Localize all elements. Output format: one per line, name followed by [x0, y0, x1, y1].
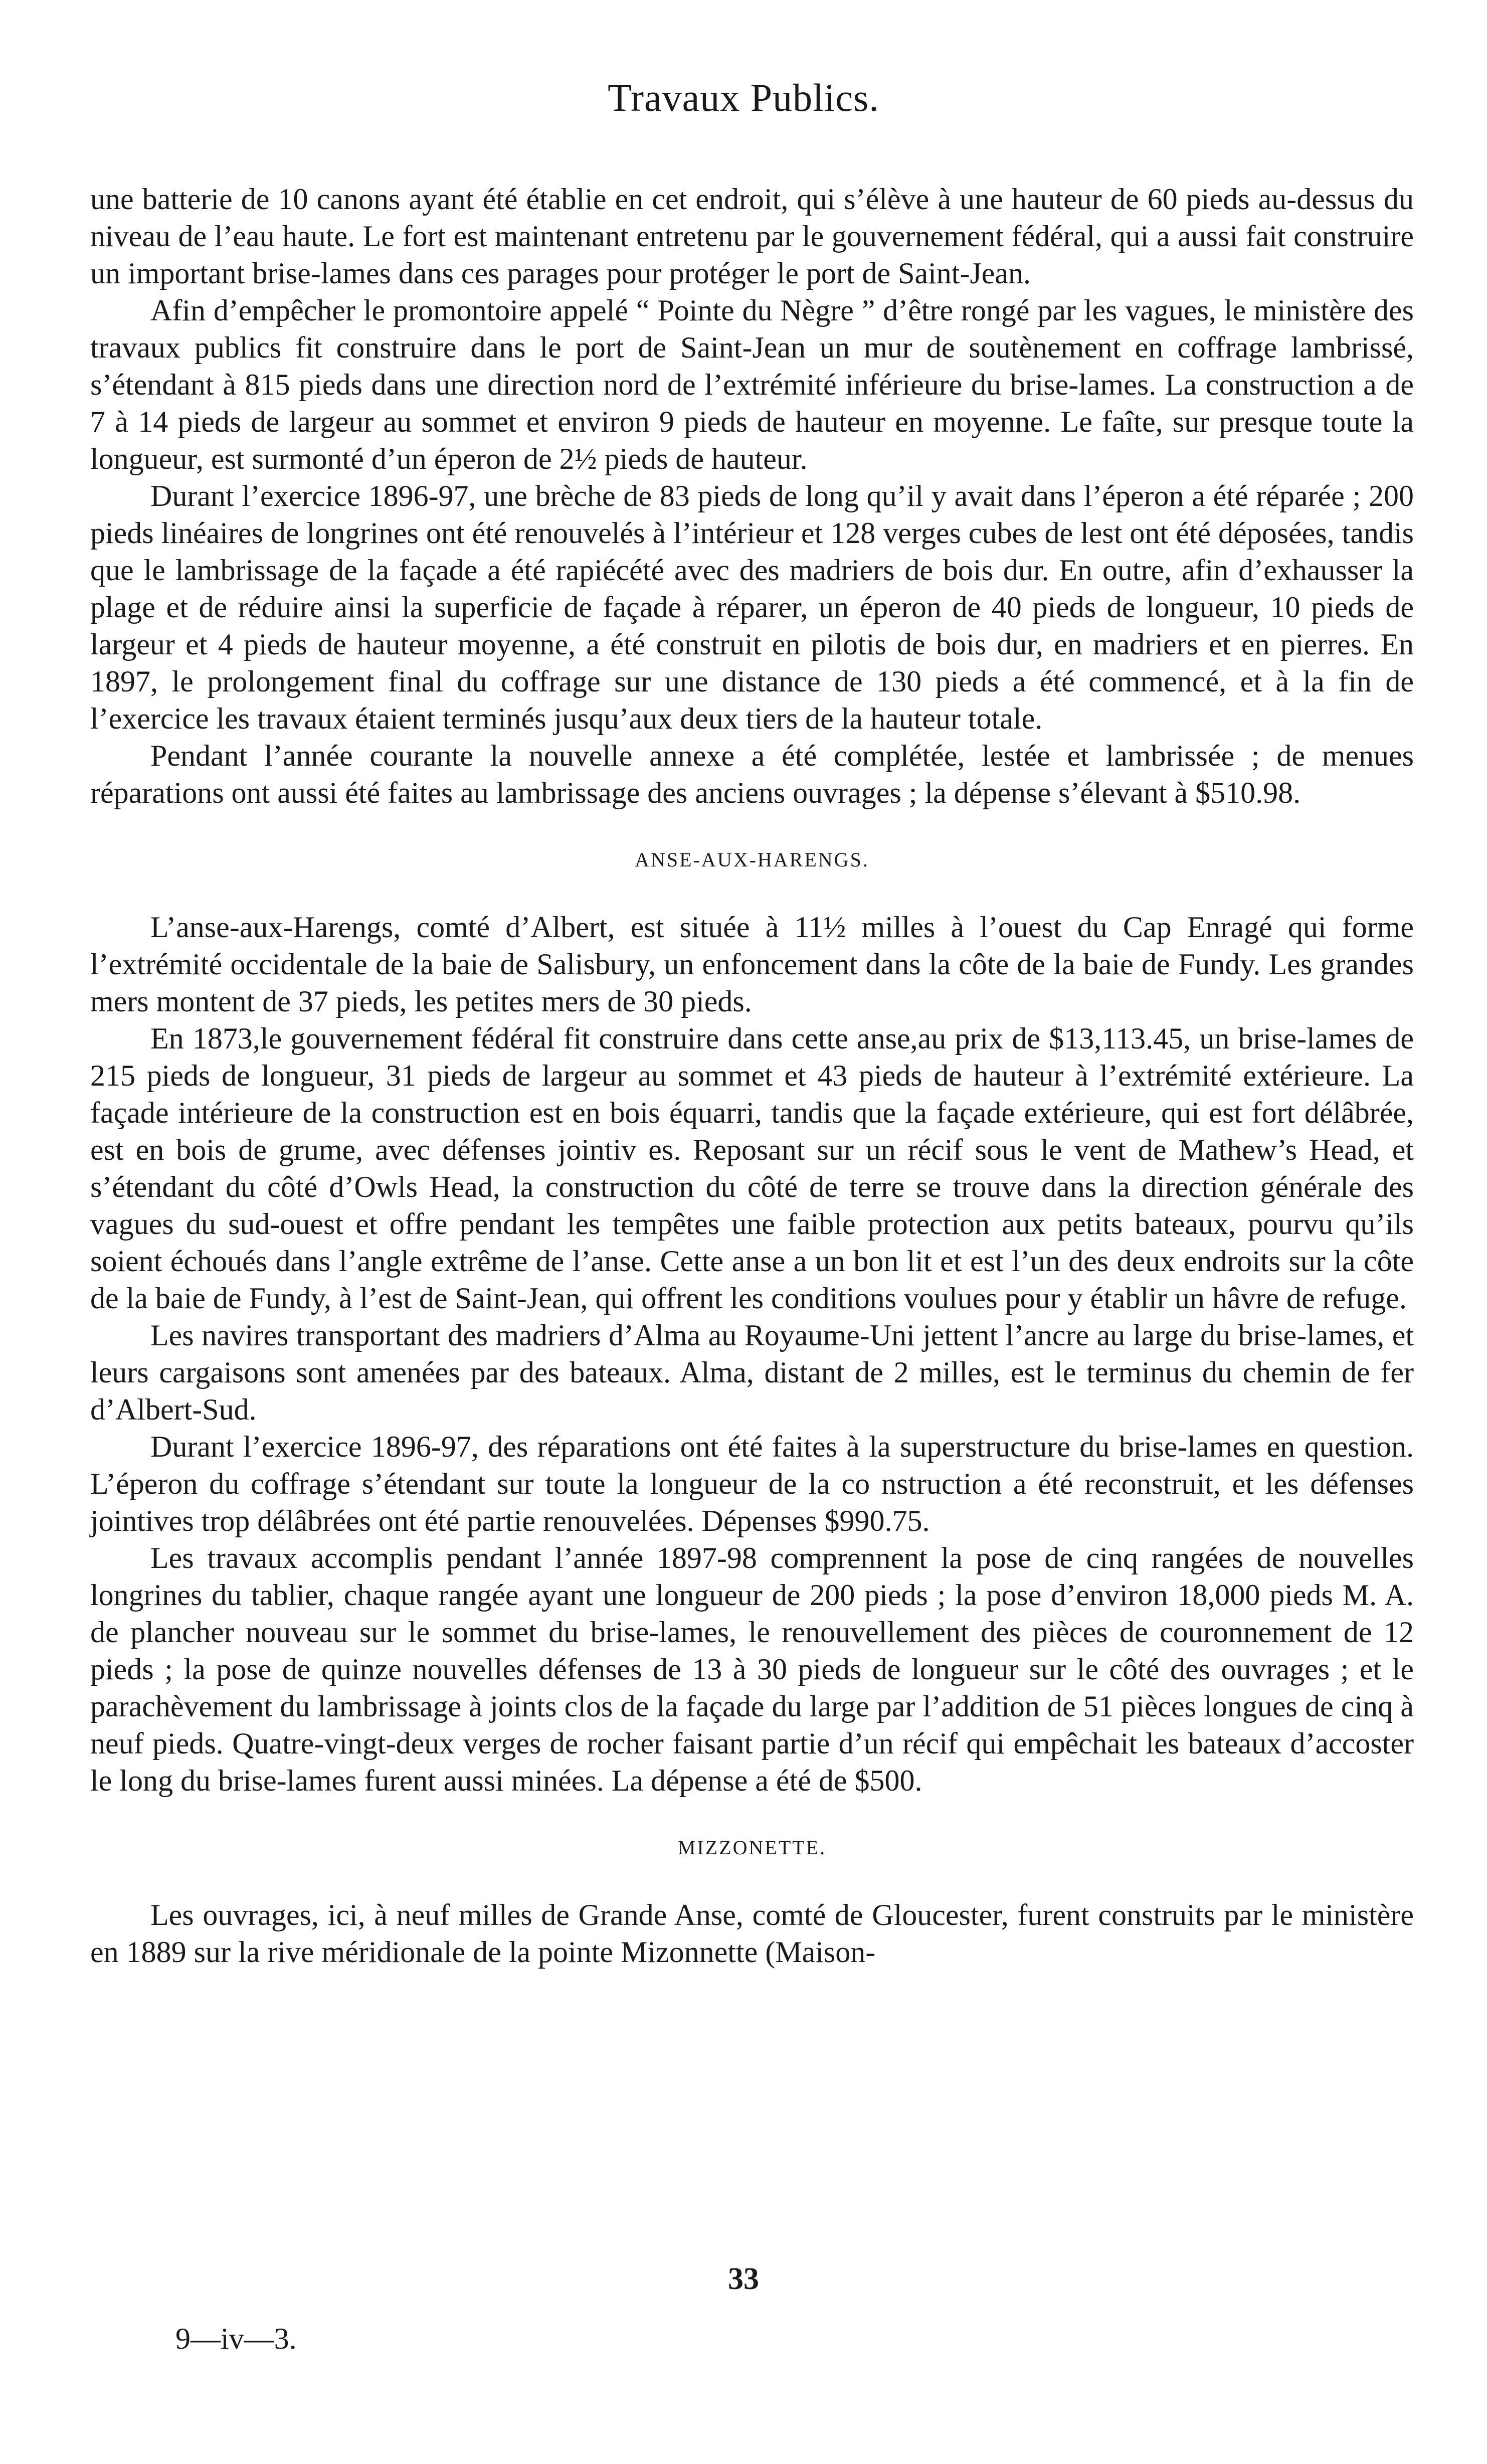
- paragraph: Durant l’exercice 1896-97, une brèche de 83 pieds de long qu’il y avait dans l’éperon a été réparée ; 200 pieds linéaires de longrines ont été renouvelés à l’intérieur et 128 verges cubes de lest ont été déposées, tandis que le lambrissage de la façade a été rapiécété avec des madriers de bois dur. En outre, afin d’exhausser la plage et de réduire ainsi la superficie de façade à réparer, un éperon de 40 pieds de longueur, 10 pieds de largeur et 4 pieds de hauteur moyenne, a été construit en pilotis de bois dur, en madriers et en pierres. En 1897, le prolongement final du coffrage sur une distance de 130 pieds a été commencé, et à la fin de l’exercice les travaux étaient terminés jusqu’aux deux tiers de la hauteur totale.: [90, 479, 1414, 735]
- body-text: [90, 181, 1414, 1971]
- page-number: 33: [728, 2262, 759, 2296]
- paragraph: Afin d’empêcher le promontoire appelé “ Pointe du Nègre ” d’être rongé par les vagues, le ministère des travaux publics fit construire dans le port de Saint-Jean un mur de soutènement en coffrage lambrissé, s’étendant à 815 pieds dans une direction nord de l’extrémité inférieure du brise-lames. La construction a de 7 à 14 pieds de largeur au sommet et environ 9 pieds de hauteur en moyenne. Le faîte, sur presque toute la longueur, est surmonté d’un éperon de 2½ pieds de hauteur.: [90, 294, 1414, 475]
- paragraph: une batterie de 10 canons ayant été établie en cet endroit, qui s’élève à une hauteur de 60 pieds au-dessus du niveau de l’eau haute. Le fort est maintenant entretenu par le gouvernement fédéral, qui a aussi fait construire un important brise-lames dans ces parages pour protéger le port de Saint-Jean.: [90, 183, 1414, 290]
- paragraph: Pendant l’année courante la nouvelle annexe a été complétée, lestée et lambrissée ; de menues réparations ont aussi été faites au lambrissage des anciens ouvrages ; la dépense s’élevant à $510.98.: [90, 739, 1414, 809]
- paragraph: Les ouvrages, ici, à neuf milles de Grande Anse, comté de Gloucester, furent construits par le ministère en 1889 sur la rive méridionale de la pointe Mizonnette (Maison-: [90, 1898, 1414, 1969]
- running-head: Travaux Publics.: [608, 76, 879, 119]
- section-heading-anse-aux-harengs: ANSE-AUX-HARENGS.: [635, 848, 869, 871]
- signature-mark: 9—iv—3.: [175, 2322, 297, 2355]
- paragraph: Les travaux accomplis pendant l’année 1897-98 comprennent la pose de cinq rangées de nouvelles longrines du tablier, chaque rangée ayant une longueur de 200 pieds ; la pose d’environ 18,000 pieds M. A. de plancher nouveau sur le sommet du brise-lames, le renouvellement des pièces de couronnement de 12 pieds ; la pose de quinze nouvelles défenses de 13 à 30 pieds de longueur sur le côté des ouvrages ; et le parachèvement du lambrissage à joints clos de la façade du large par l’addition de 51 pièces longues de cinq à neuf pieds. Quatre-vingt-deux verges de rocher faisant partie d’un récif qui empêchait les bateaux d’accoster le long du brise-lames furent aussi minées. La dépense a été de $500.: [90, 1541, 1414, 1797]
- section-heading-mizzonette: MIZZONETTE.: [677, 1836, 827, 1859]
- paragraph: En 1873,le gouvernement fédéral fit construire dans cette anse,au prix de $13,113.45, un brise-lames de 215 pieds de longueur, 31 pieds de largeur au sommet et 43 pieds de hauteur à l’extrémité extérieure. La façade intérieure de la construction est en bois équarri, tandis que la façade extérieure, qui est fort délâbrée, est en bois de grume, avec défenses jointiv es. Reposant sur un récif sous le vent de Mathew’s Head, et s’étendant du côté d’Owls Head, la construction du côté de terre se trouve dans la direction générale des vagues du sud-ouest et offre pendant les tempêtes une faible protection aux petits bateaux, pourvu qu’ils soient échoués dans l’angle extrême de l’anse. Cette anse a un bon lit et est l’un des deux endroits sur la côte de la baie de Fundy, à l’est de Saint-Jean, qui offrent les conditions voulues pour y établir un hâvre de refuge.: [90, 1022, 1414, 1315]
- paragraph: Les navires transportant des madriers d’Alma au Royaume-Uni jettent l’ancre au large du brise-lames, et leurs cargaisons sont amenées par des bateaux. Alma, distant de 2 milles, est le terminus du chemin de fer d’Albert-Sud.: [90, 1319, 1414, 1426]
- paragraph: L’anse-aux-Harengs, comté d’Albert, est située à 11½ milles à l’ouest du Cap Enragé qui forme l’extrémité occidentale de la baie de Salisbury, un enfoncement dans la côte de la baie de Fundy. Les grandes mers montent de 37 pieds, les petites mers de 30 pieds.: [90, 911, 1414, 1018]
- paragraph: Durant l’exercice 1896-97, des réparations ont été faites à la superstructure du brise-lames en question. L’éperon du coffrage s’étendant sur toute la longueur de la co nstruction a été reconstruit, et les défenses jointives trop délâbrées ont été partie renouvelées. Dépenses $990.75.: [90, 1430, 1414, 1537]
